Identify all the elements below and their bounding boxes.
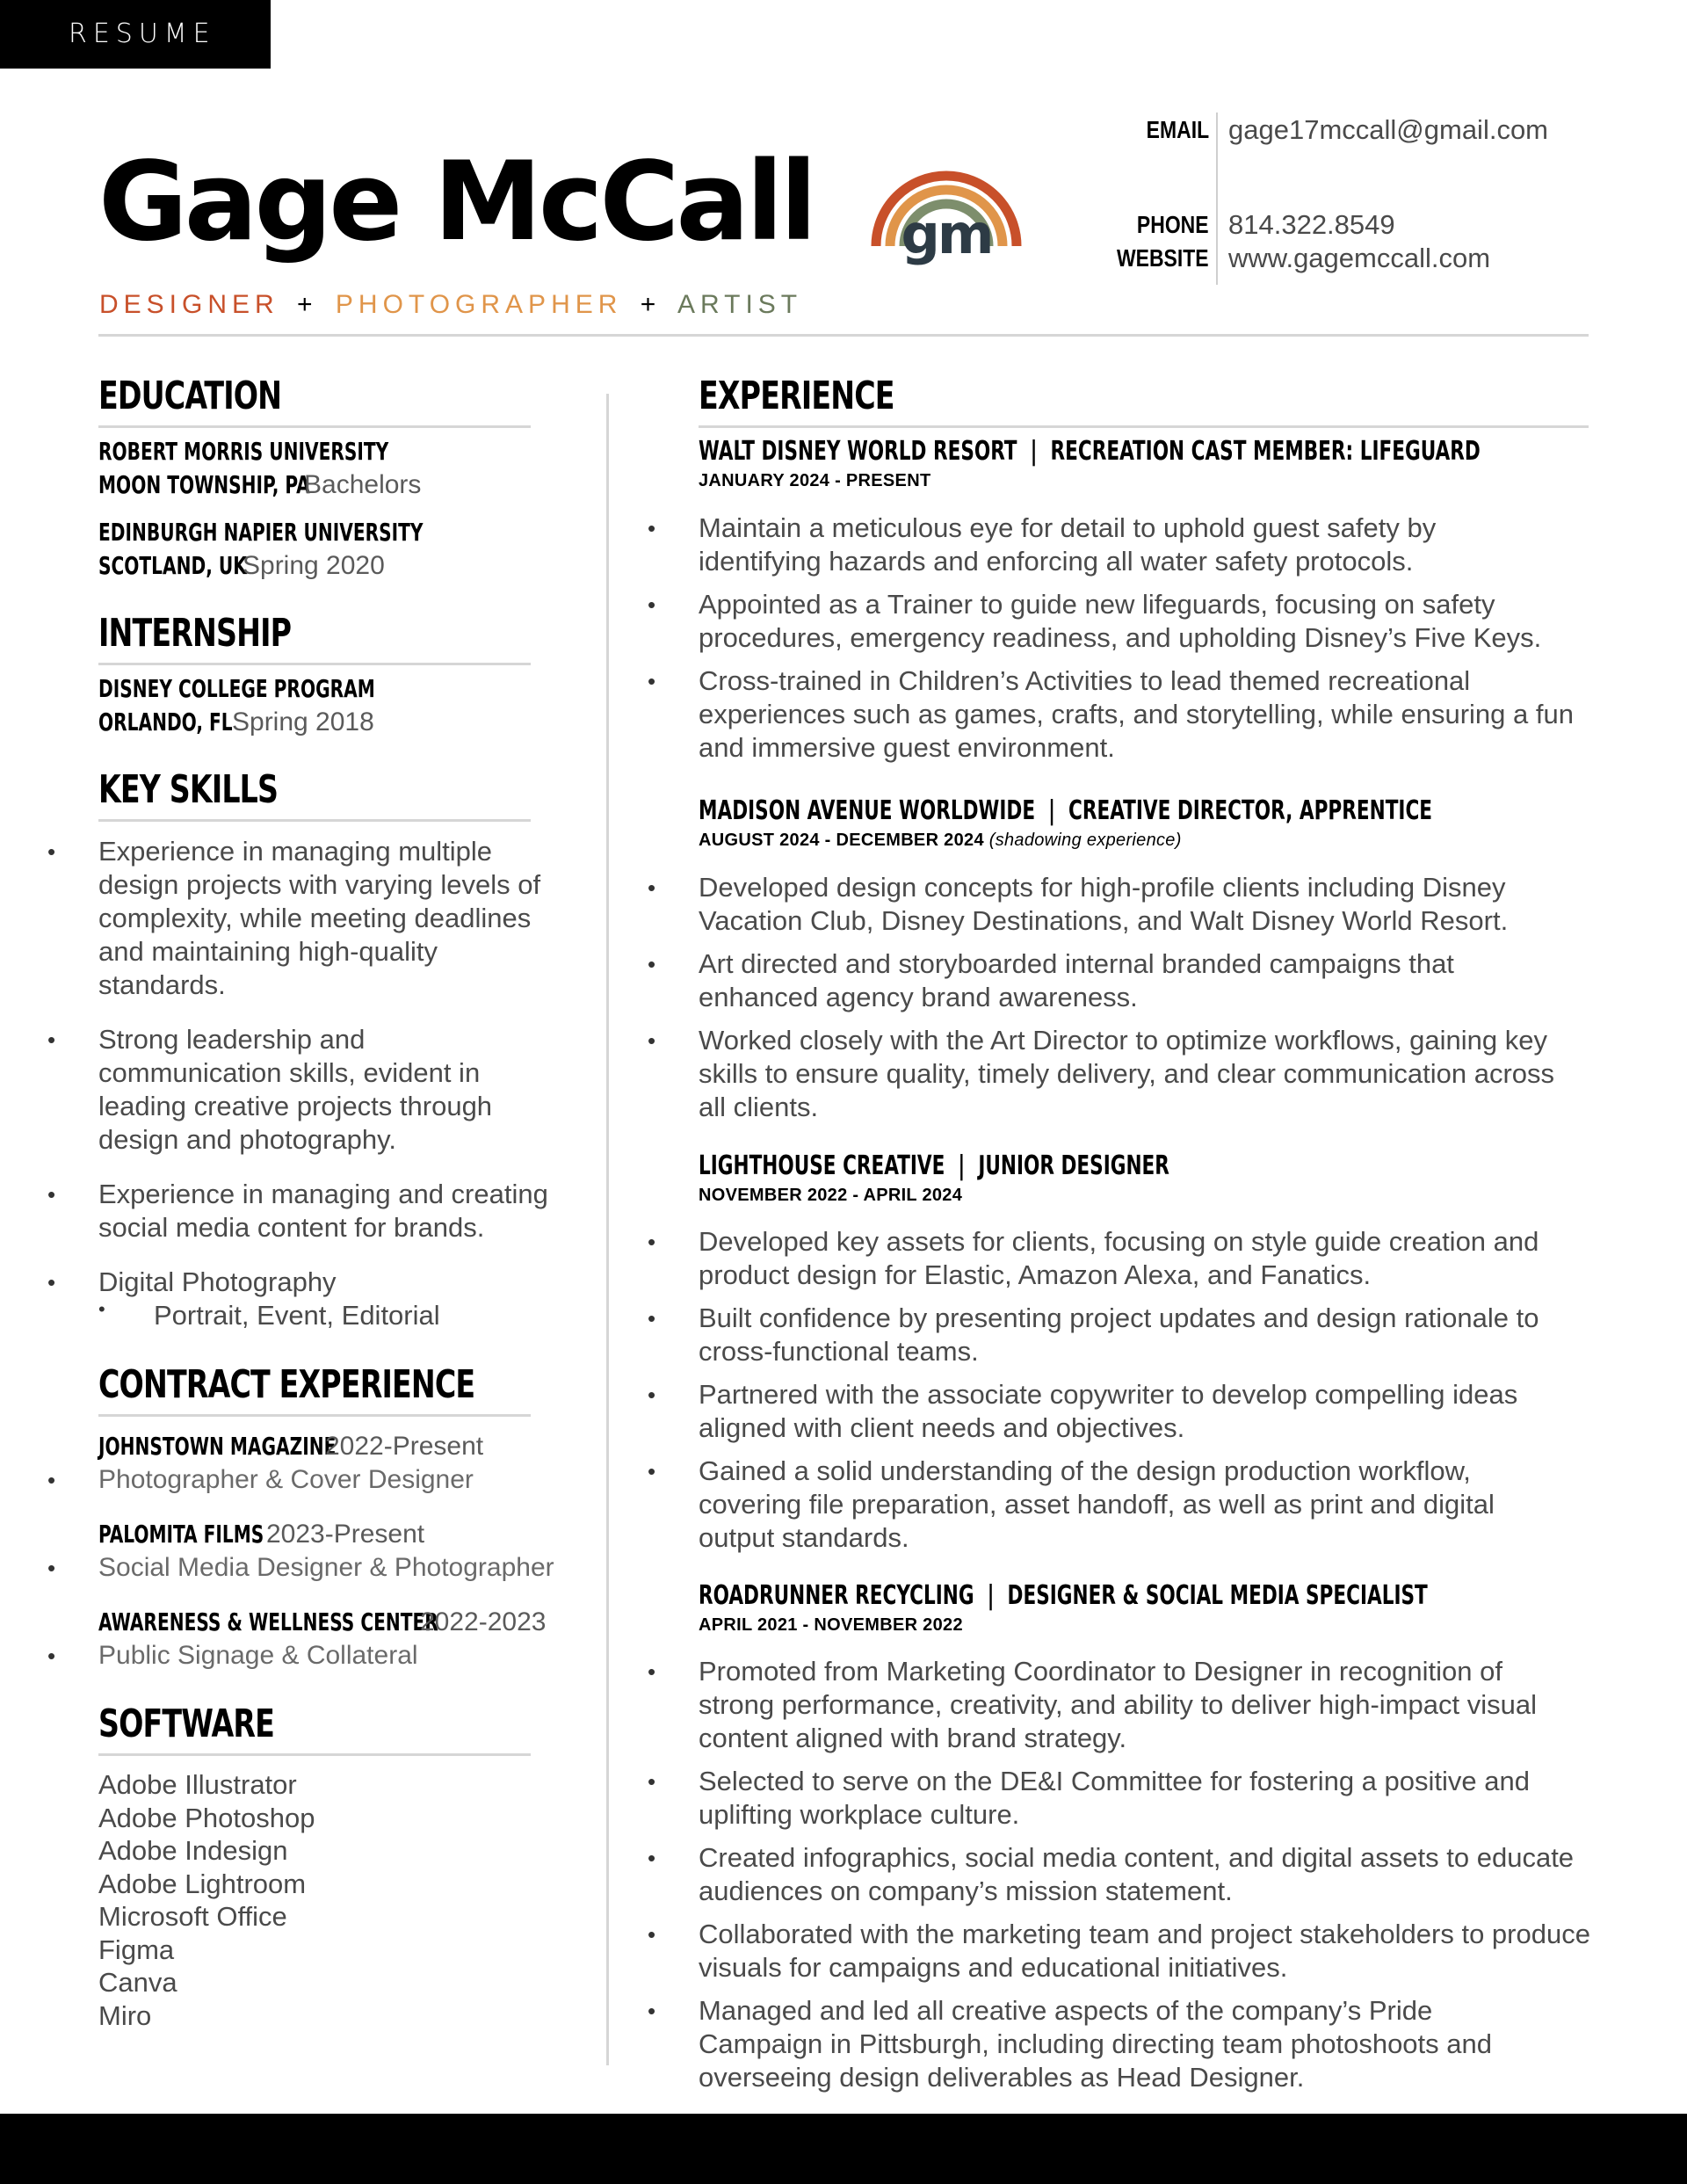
- contact-block: [1081, 112, 1590, 285]
- job-bullets: [699, 512, 1595, 774]
- job-title: WALT DISNEY WORLD RESORT | RECREATION CAST MEMBER: LIFEGUARD: [699, 436, 1481, 467]
- resume-tag: RESUME: [0, 0, 271, 69]
- website-value[interactable]: www.gagemccall.com: [1228, 243, 1491, 273]
- contract-rule: [98, 1414, 531, 1417]
- list-item: • Developed key assets for clients, focusing on style guide creation and product design for Elastic, Amazon Alexa, and Fanatics.: [699, 1225, 1595, 1292]
- tagline: [99, 290, 802, 320]
- job-title: MADISON AVENUE WORLDWIDE | CREATIVE DIRECTOR, APPRENTICE: [699, 795, 1433, 826]
- contract-years: 2022-2023: [420, 1607, 547, 1636]
- internship-heading: INTERNSHIP: [98, 611, 292, 656]
- email-label: EMAIL: [1146, 116, 1209, 143]
- list-item: • Collaborated with the marketing team and project stakeholders to produce visuals for campaigns and educational initiatives.: [699, 1918, 1595, 1984]
- list-item: • Created infographics, social media content, and digital assets to educate audiences on company’s mission statement.: [699, 1841, 1595, 1908]
- job-bullets: [699, 1225, 1595, 1564]
- software-item: Adobe Indesign: [98, 1835, 288, 1866]
- contract-heading: CONTRACT EXPERIENCE: [98, 1362, 475, 1407]
- education-rule: [98, 425, 531, 428]
- list-item: • Partnered with the associate copywriter to develop compelling ideas aligned with client needs and objectives.: [699, 1378, 1595, 1445]
- job-bullets: [699, 1655, 1595, 2104]
- list-item: • Maintain a meticulous eye for detail to uphold guest safety by identifying hazards and enforcing all water safety protocols.: [699, 512, 1542, 578]
- contract-years: 2022-Present: [325, 1432, 484, 1461]
- job-title: LIGHTHOUSE CREATIVE | JUNIOR DESIGNER: [699, 1150, 1169, 1181]
- list-item: • Experience in managing multiple design projects with varying levels of complexity, while meeting deadlines and maintaining high-quality standards.: [98, 835, 555, 1002]
- skills-rule: [98, 819, 531, 822]
- list-item: • Art directed and storyboarded internal branded campaigns that enhanced agency brand awareness.: [699, 947, 1542, 1014]
- list-item: • Experience in managing and creating social media content for brands.: [98, 1178, 590, 1244]
- school-location: MOON TOWNSHIP, PA: [98, 470, 310, 499]
- software-item: Adobe Photoshop: [98, 1802, 315, 1833]
- list-item: • Digital Photography: [98, 1266, 555, 1299]
- list-item: • Selected to serve on the DE&I Committee for fostering a positive and uplifting workplace culture.: [699, 1765, 1595, 1832]
- skills-sub-item: • Portrait, Event, Editorial: [98, 1298, 440, 1331]
- job-title: ROADRUNNER RECYCLING | DESIGNER & SOCIAL MEDIA SPECIALIST: [699, 1580, 1428, 1611]
- internship-detail: Spring 2018: [232, 707, 374, 736]
- job-bullets: [699, 871, 1595, 1134]
- school-name: EDINBURGH NAPIER UNIVERSITY: [98, 518, 424, 547]
- contract-client: PALOMITA FILMS: [98, 1520, 264, 1549]
- list-item: • Worked closely with the Art Director to optimize workflows, gaining key skills to ensure quality, timely delivery, and clear communication across all clients.: [699, 1024, 1586, 1124]
- list-item: • Gained a solid understanding of the design production workflow, covering file preparation, asset handoff, as well as print and digital output standards.: [699, 1455, 1577, 1555]
- column-divider: [606, 394, 609, 2065]
- contract-role: • Social Media Designer & Photographer: [47, 1553, 554, 1582]
- software-item: Figma: [98, 1934, 175, 1965]
- software-list: [98, 1768, 315, 2032]
- school-detail: Spring 2020: [243, 551, 385, 580]
- software-item: Adobe Illustrator: [98, 1769, 297, 1800]
- list-item: • Built confidence by presenting project updates and design rationale to cross-functional teams.: [699, 1302, 1595, 1368]
- tagline-separator: +: [297, 290, 318, 319]
- education-heading: EDUCATION: [98, 374, 282, 418]
- internship-rule: [98, 663, 531, 665]
- tagline-role-designer: DESIGNER: [99, 290, 279, 319]
- software-item: Adobe Lightroom: [98, 1868, 307, 1899]
- phone-label: PHONE: [1137, 211, 1209, 238]
- experience-heading: EXPERIENCE: [699, 374, 894, 418]
- software-heading: SOFTWARE: [98, 1701, 274, 1746]
- list-item: • Managed and led all creative aspects of the company’s Pride Campaign in Pittsburgh, including directing team photoshoots and overseeing design deliverables as Head Designer.: [699, 1994, 1542, 2094]
- job-note: (shadowing experience): [988, 831, 1182, 850]
- internship-name: DISNEY COLLEGE PROGRAM: [98, 674, 375, 703]
- job-dates: AUGUST 2024 - DECEMBER 2024 (shadowing experience): [699, 831, 1182, 850]
- tagline-role-artist: ARTIST: [677, 290, 803, 319]
- list-item: • Cross-trained in Children’s Activities to lead themed recreational experiences such as games, crafts, and storytelling, while ensuring a fun and immersive guest environment.: [699, 664, 1577, 765]
- list-item: • Promoted from Marketing Coordinator to Designer in recognition of strong performance, creativity, and ability to deliver high-impact visual content aligned with brand strategy.: [699, 1655, 1577, 1755]
- list-item: • Developed design concepts for high-profile clients including Disney Vacation Club, Disney Destinations, and Walt Disney World Resort.: [699, 871, 1595, 938]
- job-dates: JANUARY 2024 - PRESENT: [699, 471, 931, 490]
- school-name: ROBERT MORRIS UNIVERSITY: [98, 437, 389, 466]
- job-dates: APRIL 2021 - NOVEMBER 2022: [699, 1615, 963, 1635]
- contact-divider: [1216, 112, 1218, 285]
- contract-client: AWARENESS & WELLNESS CENTER: [98, 1607, 438, 1636]
- contract-years: 2023-Present: [266, 1520, 425, 1549]
- website-label: WEBSITE: [1117, 244, 1209, 272]
- candidate-name: Gage McCall: [98, 139, 815, 265]
- rainbow-gm-logo-icon: [865, 149, 1028, 272]
- internship-location: ORLANDO, FL: [98, 707, 233, 736]
- list-item: • Appointed as a Trainer to guide new lifeguards, focusing on safety procedures, emergency readiness, and upholding Disney’s Five Keys.: [699, 588, 1595, 655]
- school-location: SCOTLAND, UK: [98, 551, 247, 580]
- software-item: Canva: [98, 1967, 177, 1998]
- contract-role: • Public Signage & Collateral: [47, 1641, 418, 1670]
- tagline-separator: +: [640, 290, 662, 319]
- list-item: • Strong leadership and communication skills, evident in leading creative projects through design and photography.: [98, 1023, 538, 1157]
- job-dates: NOVEMBER 2022 - APRIL 2024: [699, 1186, 963, 1205]
- software-rule: [98, 1753, 531, 1756]
- phone-value[interactable]: 814.322.8549: [1228, 209, 1395, 240]
- header-rule: [98, 334, 1589, 337]
- footer-bar: [0, 2114, 1687, 2184]
- tagline-role-photographer: PHOTOGRAPHER: [335, 290, 623, 319]
- skills-heading: KEY SKILLS: [98, 767, 279, 812]
- contract-role: • Photographer & Cover Designer: [47, 1465, 474, 1494]
- school-detail: Bachelors: [304, 470, 422, 499]
- contract-client: JOHNSTOWN MAGAZINE: [98, 1432, 337, 1461]
- logo-monogram: gm: [901, 202, 992, 266]
- software-item: Miro: [98, 1999, 152, 2031]
- email-value[interactable]: gage17mccall@gmail.com: [1228, 114, 1549, 145]
- skills-list: [98, 835, 590, 1299]
- software-item: Microsoft Office: [98, 1901, 287, 1932]
- experience-rule: [699, 425, 1589, 428]
